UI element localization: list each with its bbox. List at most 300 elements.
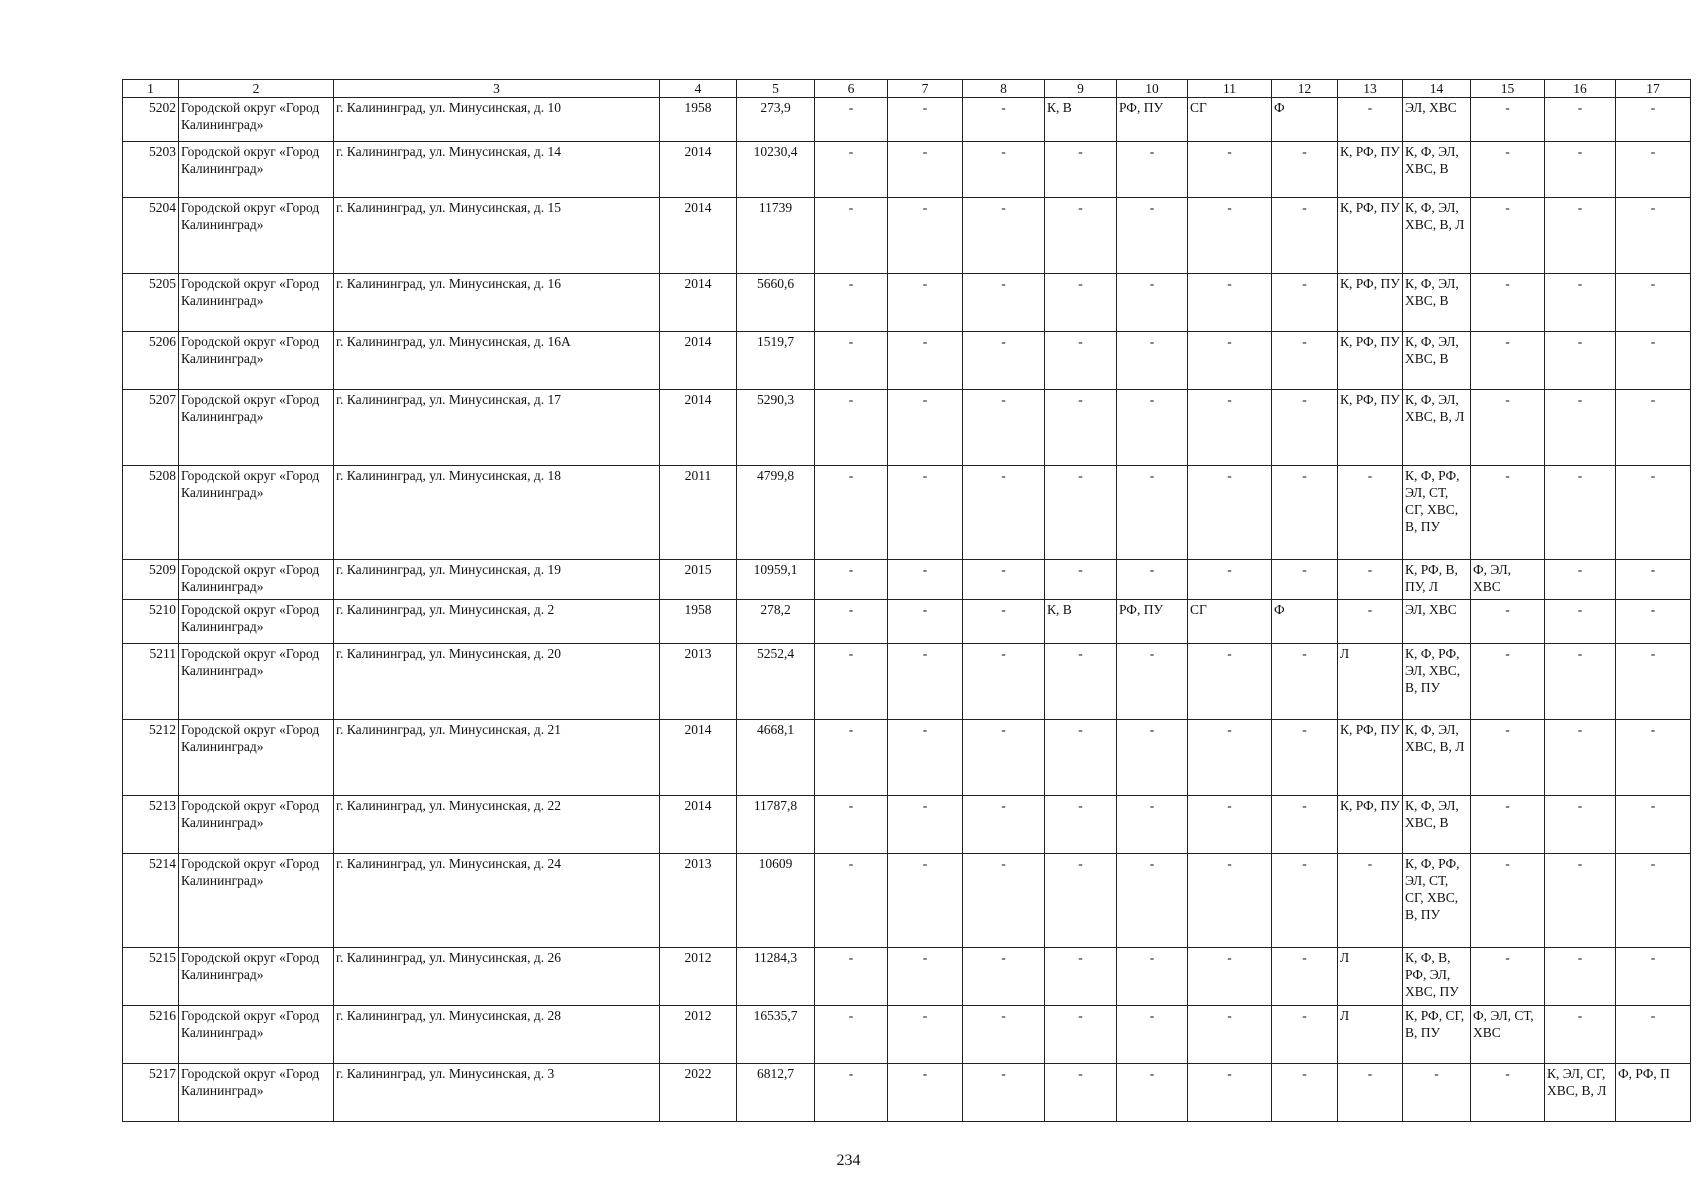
table-cell-col-15: - (1471, 1064, 1545, 1122)
table-cell-col-15: - (1471, 600, 1545, 644)
table-cell-col-1: 5205 (123, 274, 179, 332)
table-cell-col-12: - (1272, 854, 1338, 948)
table-cell-col-7: - (888, 644, 963, 720)
table-cell-col-10: - (1117, 854, 1188, 948)
table-cell-col-14: ЭЛ, ХВС (1403, 600, 1471, 644)
table-cell-col-10: - (1117, 466, 1188, 560)
table-cell-col-13: - (1338, 854, 1403, 948)
table-cell-col-5: 6812,7 (737, 1064, 815, 1122)
column-header-2: 2 (179, 80, 334, 98)
table-cell-col-3: г. Калининград, ул. Минусинская, д. 22 (334, 796, 660, 854)
table-cell-col-3: г. Калининград, ул. Минусинская, д. 26 (334, 948, 660, 1006)
table-cell-col-1: 5202 (123, 98, 179, 142)
table-cell-col-17: - (1616, 98, 1691, 142)
table-cell-col-4: 2014 (660, 274, 737, 332)
table-cell-col-7: - (888, 600, 963, 644)
table-cell-col-14: К, РФ, В, ПУ, Л (1403, 560, 1471, 600)
table-cell-col-5: 11284,3 (737, 948, 815, 1006)
table-cell-col-8: - (963, 332, 1045, 390)
table-cell-col-10: - (1117, 332, 1188, 390)
table-cell-col-3: г. Калининград, ул. Минусинская, д. 28 (334, 1006, 660, 1064)
table-cell-col-11: - (1188, 1006, 1272, 1064)
table-cell-col-5: 5252,4 (737, 644, 815, 720)
table-cell-col-12: - (1272, 644, 1338, 720)
table-cell-col-13: - (1338, 466, 1403, 560)
table-cell-col-5: 10230,4 (737, 142, 815, 198)
table-cell-col-6: - (815, 796, 888, 854)
column-header-11: 11 (1188, 80, 1272, 98)
table-cell-col-12: - (1272, 142, 1338, 198)
table-row (123, 948, 1691, 1006)
column-header-10: 10 (1117, 80, 1188, 98)
table-cell-col-7: - (888, 796, 963, 854)
table-cell-col-10: - (1117, 560, 1188, 600)
column-header-4: 4 (660, 80, 737, 98)
table-cell-col-6: - (815, 948, 888, 1006)
table-cell-col-5: 278,2 (737, 600, 815, 644)
table-cell-col-6: - (815, 142, 888, 198)
table-cell-col-1: 5206 (123, 332, 179, 390)
table-cell-col-4: 2013 (660, 644, 737, 720)
table-row (123, 854, 1691, 948)
table-cell-col-14: К, Ф, РФ, ЭЛ, СТ, СГ, ХВС, В, ПУ (1403, 466, 1471, 560)
table-cell-col-7: - (888, 332, 963, 390)
table-cell-col-10: - (1117, 948, 1188, 1006)
table-cell-col-1: 5208 (123, 466, 179, 560)
table-cell-col-11: - (1188, 1064, 1272, 1122)
table-cell-col-4: 2012 (660, 1006, 737, 1064)
table-cell-col-4: 2014 (660, 796, 737, 854)
table-cell-col-9: - (1045, 274, 1117, 332)
table-cell-col-1: 5203 (123, 142, 179, 198)
table-cell-col-6: - (815, 274, 888, 332)
table-cell-col-9: - (1045, 390, 1117, 466)
table-cell-col-2: Городской округ «Город Калининград» (179, 948, 334, 1006)
table-row (123, 600, 1691, 644)
table-cell-col-15: - (1471, 948, 1545, 1006)
table-cell-col-9: - (1045, 1064, 1117, 1122)
table-row (123, 720, 1691, 796)
table-cell-col-1: 5216 (123, 1006, 179, 1064)
table-cell-col-1: 5204 (123, 198, 179, 274)
table-cell-col-16: - (1545, 390, 1616, 466)
table-cell-col-16: - (1545, 142, 1616, 198)
table-cell-col-6: - (815, 1006, 888, 1064)
table-cell-col-16: - (1545, 98, 1616, 142)
table-cell-col-17: - (1616, 466, 1691, 560)
table-cell-col-2: Городской округ «Город Калининград» (179, 796, 334, 854)
table-cell-col-3: г. Калининград, ул. Минусинская, д. 20 (334, 644, 660, 720)
table-row (123, 796, 1691, 854)
table-cell-col-15: - (1471, 332, 1545, 390)
table-cell-col-11: - (1188, 390, 1272, 466)
table-cell-col-13: - (1338, 1064, 1403, 1122)
table-cell-col-13: К, РФ, ПУ (1338, 198, 1403, 274)
table-cell-col-10: - (1117, 720, 1188, 796)
table-cell-col-13: - (1338, 560, 1403, 600)
table-cell-col-7: - (888, 948, 963, 1006)
table-cell-col-12: - (1272, 1064, 1338, 1122)
table-cell-col-16: - (1545, 600, 1616, 644)
table-cell-col-6: - (815, 644, 888, 720)
table-cell-col-14: К, Ф, ЭЛ, ХВС, В, Л (1403, 198, 1471, 274)
table-cell-col-10: - (1117, 390, 1188, 466)
table-cell-col-3: г. Калининград, ул. Минусинская, д. 19 (334, 560, 660, 600)
table-cell-col-5: 11787,8 (737, 796, 815, 854)
table-row (123, 466, 1691, 560)
table-cell-col-17: - (1616, 390, 1691, 466)
table-cell-col-4: 2022 (660, 1064, 737, 1122)
table-cell-col-1: 5214 (123, 854, 179, 948)
table-cell-col-11: СГ (1188, 600, 1272, 644)
table-cell-col-15: - (1471, 796, 1545, 854)
table-cell-col-9: - (1045, 1006, 1117, 1064)
table-cell-col-3: г. Калининград, ул. Минусинская, д. 3 (334, 1064, 660, 1122)
table-cell-col-11: СГ (1188, 98, 1272, 142)
table-cell-col-12: Ф (1272, 98, 1338, 142)
table-row (123, 332, 1691, 390)
column-header-9: 9 (1045, 80, 1117, 98)
table-cell-col-17: - (1616, 274, 1691, 332)
table-cell-col-10: - (1117, 198, 1188, 274)
table-cell-col-14: ЭЛ, ХВС (1403, 98, 1471, 142)
table-cell-col-12: - (1272, 466, 1338, 560)
table-cell-col-13: К, РФ, ПУ (1338, 332, 1403, 390)
column-header-15: 15 (1471, 80, 1545, 98)
table-cell-col-5: 5290,3 (737, 390, 815, 466)
table-cell-col-8: - (963, 198, 1045, 274)
table-cell-col-5: 10959,1 (737, 560, 815, 600)
table-row (123, 1006, 1691, 1064)
table-cell-col-9: - (1045, 466, 1117, 560)
table-cell-col-2: Городской округ «Город Калининград» (179, 644, 334, 720)
table-cell-col-8: - (963, 600, 1045, 644)
table-cell-col-4: 1958 (660, 98, 737, 142)
table-cell-col-4: 2014 (660, 390, 737, 466)
table-cell-col-6: - (815, 390, 888, 466)
table-cell-col-6: - (815, 560, 888, 600)
table-cell-col-12: - (1272, 274, 1338, 332)
table-cell-col-1: 5211 (123, 644, 179, 720)
table-body (123, 98, 1691, 1122)
table-cell-col-8: - (963, 98, 1045, 142)
column-header-12: 12 (1272, 80, 1338, 98)
table-cell-col-2: Городской округ «Город Калининград» (179, 720, 334, 796)
table-cell-col-7: - (888, 466, 963, 560)
table-cell-col-9: - (1045, 332, 1117, 390)
table-cell-col-9: - (1045, 854, 1117, 948)
table-cell-col-14: К, Ф, ЭЛ, ХВС, В (1403, 332, 1471, 390)
table-cell-col-17: - (1616, 720, 1691, 796)
table-cell-col-2: Городской округ «Город Калининград» (179, 466, 334, 560)
table-cell-col-16: - (1545, 332, 1616, 390)
table-cell-col-12: - (1272, 720, 1338, 796)
table-cell-col-3: г. Калининград, ул. Минусинская, д. 14 (334, 142, 660, 198)
table-cell-col-2: Городской округ «Город Калининград» (179, 142, 334, 198)
table-cell-col-9: - (1045, 560, 1117, 600)
table-cell-col-6: - (815, 854, 888, 948)
table-cell-col-17: - (1616, 600, 1691, 644)
table-cell-col-14: К, Ф, РФ, ЭЛ, СТ, СГ, ХВС, В, ПУ (1403, 854, 1471, 948)
table-cell-col-9: К, В (1045, 98, 1117, 142)
table-cell-col-5: 273,9 (737, 98, 815, 142)
table-cell-col-14: К, РФ, СГ, В, ПУ (1403, 1006, 1471, 1064)
table-cell-col-16: - (1545, 198, 1616, 274)
table-cell-col-16: - (1545, 796, 1616, 854)
table-cell-col-16: - (1545, 720, 1616, 796)
table-cell-col-9: - (1045, 142, 1117, 198)
table-cell-col-11: - (1188, 560, 1272, 600)
table-cell-col-8: - (963, 854, 1045, 948)
table-cell-col-15: - (1471, 142, 1545, 198)
table-cell-col-17: - (1616, 1006, 1691, 1064)
table-cell-col-17: - (1616, 198, 1691, 274)
table-cell-col-1: 5217 (123, 1064, 179, 1122)
table-cell-col-15: Ф, ЭЛ, СТ, ХВС (1471, 1006, 1545, 1064)
table-cell-col-11: - (1188, 142, 1272, 198)
table-cell-col-3: г. Калининград, ул. Минусинская, д. 24 (334, 854, 660, 948)
table-cell-col-13: - (1338, 98, 1403, 142)
table-cell-col-9: - (1045, 198, 1117, 274)
table-cell-col-13: Л (1338, 948, 1403, 1006)
table-cell-col-1: 5207 (123, 390, 179, 466)
table-cell-col-4: 2014 (660, 142, 737, 198)
table-cell-col-2: Городской округ «Город Калининград» (179, 332, 334, 390)
register-table (122, 79, 1691, 1122)
table-row (123, 198, 1691, 274)
table-cell-col-17: - (1616, 854, 1691, 948)
table-cell-col-13: К, РФ, ПУ (1338, 720, 1403, 796)
table-cell-col-11: - (1188, 948, 1272, 1006)
table-cell-col-6: - (815, 98, 888, 142)
column-header-14: 14 (1403, 80, 1471, 98)
table-cell-col-16: - (1545, 466, 1616, 560)
table-cell-col-14: К, Ф, ЭЛ, ХВС, В (1403, 274, 1471, 332)
table-row (123, 390, 1691, 466)
table-cell-col-12: - (1272, 198, 1338, 274)
table-cell-col-13: К, РФ, ПУ (1338, 274, 1403, 332)
table-cell-col-7: - (888, 1006, 963, 1064)
table-cell-col-8: - (963, 720, 1045, 796)
table-cell-col-14: К, Ф, ЭЛ, ХВС, В, Л (1403, 390, 1471, 466)
column-header-8: 8 (963, 80, 1045, 98)
table-cell-col-3: г. Калининград, ул. Минусинская, д. 18 (334, 466, 660, 560)
table-cell-col-2: Городской округ «Город Калининград» (179, 390, 334, 466)
column-header-16: 16 (1545, 80, 1616, 98)
table-cell-col-10: - (1117, 1006, 1188, 1064)
column-header-1: 1 (123, 80, 179, 98)
table-cell-col-3: г. Калининград, ул. Минусинская, д. 15 (334, 198, 660, 274)
table-cell-col-16: - (1545, 560, 1616, 600)
table-cell-col-16: - (1545, 948, 1616, 1006)
table-cell-col-3: г. Калининград, ул. Минусинская, д. 2 (334, 600, 660, 644)
table-cell-col-2: Городской округ «Город Калининград» (179, 600, 334, 644)
table-cell-col-8: - (963, 390, 1045, 466)
column-number-header-row (123, 80, 1691, 98)
table-cell-col-11: - (1188, 274, 1272, 332)
table-cell-col-1: 5215 (123, 948, 179, 1006)
table-cell-col-5: 10609 (737, 854, 815, 948)
table-cell-col-10: - (1117, 796, 1188, 854)
table-cell-col-17: Ф, РФ, П (1616, 1064, 1691, 1122)
table-cell-col-8: - (963, 1006, 1045, 1064)
table-cell-col-17: - (1616, 948, 1691, 1006)
table-cell-col-7: - (888, 854, 963, 948)
table-cell-col-4: 2014 (660, 720, 737, 796)
table-cell-col-8: - (963, 948, 1045, 1006)
table-cell-col-14: К, Ф, ЭЛ, ХВС, В, Л (1403, 720, 1471, 796)
table-cell-col-15: - (1471, 466, 1545, 560)
table-cell-col-5: 11739 (737, 198, 815, 274)
column-header-3: 3 (334, 80, 660, 98)
table-cell-col-8: - (963, 1064, 1045, 1122)
table-cell-col-13: К, РФ, ПУ (1338, 390, 1403, 466)
table-cell-col-6: - (815, 720, 888, 796)
table-cell-col-6: - (815, 198, 888, 274)
table-cell-col-10: - (1117, 274, 1188, 332)
table-cell-col-7: - (888, 560, 963, 600)
table-cell-col-1: 5209 (123, 560, 179, 600)
table-cell-col-11: - (1188, 198, 1272, 274)
table-cell-col-14: К, Ф, РФ, ЭЛ, ХВС, В, ПУ (1403, 644, 1471, 720)
table-cell-col-11: - (1188, 854, 1272, 948)
table-cell-col-2: Городской округ «Город Калининград» (179, 560, 334, 600)
table-cell-col-7: - (888, 390, 963, 466)
table-cell-col-1: 5210 (123, 600, 179, 644)
table-cell-col-5: 16535,7 (737, 1006, 815, 1064)
table-cell-col-16: - (1545, 274, 1616, 332)
table-cell-col-14: К, Ф, ЭЛ, ХВС, В (1403, 142, 1471, 198)
table-cell-col-12: - (1272, 796, 1338, 854)
table-cell-col-13: К, РФ, ПУ (1338, 142, 1403, 198)
table-cell-col-10: - (1117, 644, 1188, 720)
table-cell-col-11: - (1188, 720, 1272, 796)
table-cell-col-2: Городской округ «Город Калининград» (179, 1006, 334, 1064)
table-row (123, 560, 1691, 600)
table-cell-col-9: - (1045, 796, 1117, 854)
table-cell-col-15: - (1471, 720, 1545, 796)
table-cell-col-7: - (888, 198, 963, 274)
table-cell-col-16: - (1545, 644, 1616, 720)
column-header-6: 6 (815, 80, 888, 98)
table-cell-col-12: - (1272, 390, 1338, 466)
table-cell-col-15: - (1471, 274, 1545, 332)
column-header-17: 17 (1616, 80, 1691, 98)
table-cell-col-8: - (963, 644, 1045, 720)
table-cell-col-9: - (1045, 720, 1117, 796)
table-cell-col-4: 1958 (660, 600, 737, 644)
table-row (123, 98, 1691, 142)
table-cell-col-4: 2012 (660, 948, 737, 1006)
table-cell-col-8: - (963, 560, 1045, 600)
column-header-5: 5 (737, 80, 815, 98)
table-cell-col-3: г. Калининград, ул. Минусинская, д. 16А (334, 332, 660, 390)
table-cell-col-13: - (1338, 600, 1403, 644)
table-cell-col-17: - (1616, 332, 1691, 390)
table-cell-col-9: - (1045, 644, 1117, 720)
page-number: 234 (836, 1152, 861, 1169)
table-cell-col-5: 5660,6 (737, 274, 815, 332)
table-cell-col-8: - (963, 274, 1045, 332)
table-row (123, 1064, 1691, 1122)
table-cell-col-12: - (1272, 1006, 1338, 1064)
table-cell-col-3: г. Калининград, ул. Минусинская, д. 21 (334, 720, 660, 796)
table-cell-col-14: - (1403, 1064, 1471, 1122)
table-cell-col-8: - (963, 142, 1045, 198)
table-row (123, 274, 1691, 332)
table-cell-col-10: РФ, ПУ (1117, 600, 1188, 644)
table-cell-col-17: - (1616, 644, 1691, 720)
table-cell-col-7: - (888, 142, 963, 198)
table-cell-col-12: Ф (1272, 600, 1338, 644)
table-cell-col-15: Ф, ЭЛ, ХВС (1471, 560, 1545, 600)
table-cell-col-12: - (1272, 332, 1338, 390)
table-cell-col-6: - (815, 466, 888, 560)
table-cell-col-8: - (963, 796, 1045, 854)
table-cell-col-3: г. Калининград, ул. Минусинская, д. 10 (334, 98, 660, 142)
table-cell-col-11: - (1188, 466, 1272, 560)
table-cell-col-4: 2015 (660, 560, 737, 600)
table-cell-col-4: 2013 (660, 854, 737, 948)
column-header-7: 7 (888, 80, 963, 98)
table-cell-col-14: К, Ф, ЭЛ, ХВС, В (1403, 796, 1471, 854)
table-cell-col-2: Городской округ «Город Калининград» (179, 198, 334, 274)
table-cell-col-2: Городской округ «Город Калининград» (179, 98, 334, 142)
table-cell-col-2: Городской округ «Город Калининград» (179, 854, 334, 948)
table-cell-col-7: - (888, 274, 963, 332)
table-cell-col-4: 2014 (660, 198, 737, 274)
table-cell-col-6: - (815, 332, 888, 390)
table-cell-col-17: - (1616, 560, 1691, 600)
column-header-13: 13 (1338, 80, 1403, 98)
table-cell-col-7: - (888, 98, 963, 142)
table-cell-col-2: Городской округ «Город Калининград» (179, 274, 334, 332)
table-cell-col-10: РФ, ПУ (1117, 98, 1188, 142)
table-cell-col-15: - (1471, 98, 1545, 142)
table-cell-col-5: 1519,7 (737, 332, 815, 390)
table-cell-col-4: 2011 (660, 466, 737, 560)
table-cell-col-15: - (1471, 644, 1545, 720)
table-cell-col-11: - (1188, 332, 1272, 390)
table-cell-col-9: - (1045, 948, 1117, 1006)
table-row (123, 142, 1691, 198)
table-cell-col-6: - (815, 1064, 888, 1122)
table-cell-col-17: - (1616, 796, 1691, 854)
table-cell-col-2: Городской округ «Город Калининград» (179, 1064, 334, 1122)
table-cell-col-8: - (963, 466, 1045, 560)
table-cell-col-11: - (1188, 644, 1272, 720)
table-cell-col-3: г. Калининград, ул. Минусинская, д. 16 (334, 274, 660, 332)
table-cell-col-7: - (888, 1064, 963, 1122)
table-cell-col-14: К, Ф, В, РФ, ЭЛ, ХВС, ПУ (1403, 948, 1471, 1006)
table-cell-col-11: - (1188, 796, 1272, 854)
table-cell-col-10: - (1117, 142, 1188, 198)
table-cell-col-5: 4799,8 (737, 466, 815, 560)
table-cell-col-15: - (1471, 390, 1545, 466)
table-cell-col-5: 4668,1 (737, 720, 815, 796)
table-cell-col-12: - (1272, 948, 1338, 1006)
table-cell-col-7: - (888, 720, 963, 796)
table-cell-col-13: Л (1338, 1006, 1403, 1064)
table-cell-col-10: - (1117, 1064, 1188, 1122)
table-cell-col-15: - (1471, 198, 1545, 274)
table-cell-col-15: - (1471, 854, 1545, 948)
table-cell-col-13: К, РФ, ПУ (1338, 796, 1403, 854)
table-cell-col-16: - (1545, 1006, 1616, 1064)
table-cell-col-9: К, В (1045, 600, 1117, 644)
table-cell-col-3: г. Калининград, ул. Минусинская, д. 17 (334, 390, 660, 466)
table-cell-col-4: 2014 (660, 332, 737, 390)
